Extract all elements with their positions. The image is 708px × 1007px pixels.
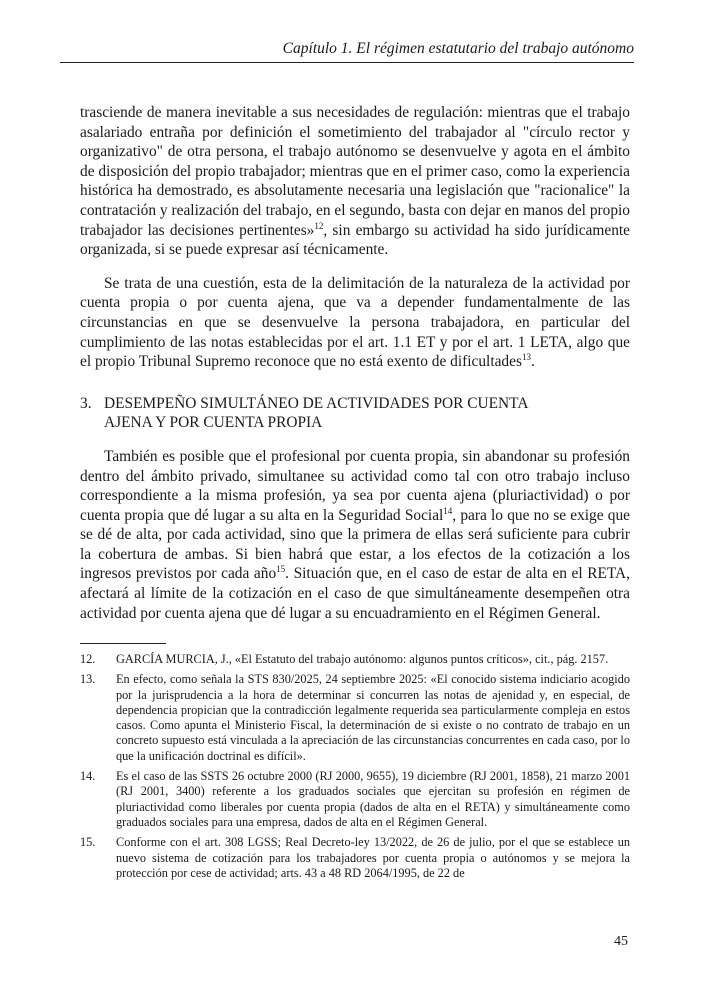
running-header xyxy=(60,40,634,63)
paragraph-3 xyxy=(80,447,630,623)
footnote xyxy=(80,835,630,881)
footnote xyxy=(80,652,630,667)
section-heading xyxy=(80,394,630,433)
footnote-number: 13. xyxy=(80,672,96,687)
footnote-number: 15. xyxy=(80,835,96,850)
paragraph-2 xyxy=(80,274,630,372)
footnote-ref[interactable]: 14 xyxy=(443,505,453,516)
paragraph-text: trasciende de manera inevitable a sus necesidades de regulación: mientras que el trabajo asalariado entraña por definición el sometimiento del trabajador al "círculo rector y organizativo" de otra persona, el trabajo autónomo se desenvuelve y agota en el ámbito de disposición del propio trabajador; mientras que en el primer caso, como la experiencia histórica ha demostrado, es absolutamente necesaria una legislación que "racionalice" la contratación y realización del trabajo, en el segundo, basta con dejar en manos del propio trabajador las decisiones pertinentes» xyxy=(80,104,630,239)
paragraph-text: , para lo que no se exige que se dé de alta, por cada actividad, sino que la primera de ellas será suficiente para cubrir la cobertura de ambas. Si bien habrá que estar, a los efectos de la cotización a los ingresos previstos por cada año xyxy=(80,506,630,583)
footnote-ref[interactable]: 12 xyxy=(314,220,324,231)
footnote-text: Es el caso de las SSTS 26 octubre 2000 (RJ 2000, 9655), 19 diciembre (RJ 2001, 1858), 21 marzo 2001 (RJ 2001, 3400) referente a los graduados sociales que ejercitan su profesión en régimen de pluriactividad como liberales por cuenta propia (dados de alta en el RETA) y simultáneamente como graduados sociales para una empresa, dados de alta en el Régimen General. xyxy=(116,769,630,829)
paragraph-1 xyxy=(80,103,630,260)
footnote-separator xyxy=(80,643,166,644)
page-number: 45 xyxy=(614,934,628,949)
paragraph-text: También es posible que el profesional por cuenta propia, sin abandonar su profesión dentro del ámbito privado, simultanee su actividad como tal con otro trabajo incluso correspondiente a la misma profesión, ya sea por cuenta ajena (pluriactividad) o por cuenta propia que dé lugar a su alta en la Seguridad Social xyxy=(80,447,630,524)
paragraph-text: . xyxy=(530,353,535,371)
running-title: Capítulo 1. El régimen estatutario del trabajo autónomo xyxy=(282,40,634,57)
paragraph-text: . Situación que, en el caso de estar de alta en el RETA, afectará al límite de la cotización en el caso de que simultáneamente desempeñen otra actividad por cuenta ajena que dé lugar a su encuadramiento en el Régimen General. xyxy=(80,565,630,622)
section-number: 3. xyxy=(80,394,92,412)
footnotes xyxy=(80,652,630,886)
paragraph-text: Se trata de una cuestión, esta de la delimitación de la naturaleza de la actividad por cuenta propia o por cuenta ajena, que va a depender fundamentalmente de las circunstancias en que se desenvuelve la persona trabajadora, en particular del cumplimiento de las notas establecidas por el art. 1.1 ET y por el art. 1 LETA, algo que el propio Tribunal Supremo reconoce que no está exento de dificultades xyxy=(80,274,630,371)
footnote-ref[interactable]: 15 xyxy=(276,564,286,575)
footnote-text: GARCÍA MURCIA, J., «El Estatuto del trabajo autónomo: algunos puntos críticos», cit., pág. 2157. xyxy=(116,652,609,666)
footnote-text: En efecto, como señala la STS 830/2025, 24 septiembre 2025: «El conocido sistema indiciario acogido por la jurisprudencia a la hora de determinar si concurren las notas de ajenidad y, en especial, de dependencia propician que la contradicción legalmente requerida sea particularmente compleja en estos casos. Como apunta el Ministerio Fiscal, la determinación de si existe o no contrato de trabajo en un concreto supuesto está vinculada a la apreciación de las circunstancias concurrentes en cada caso, por lo que la unificación doctrinal es difícil». xyxy=(116,672,630,763)
footnote-number: 12. xyxy=(80,652,96,666)
main-text xyxy=(80,103,630,637)
paragraph-text: , sin embargo su actividad ha sido jurídicamente organizada, si se puede expresar así técnicamente. xyxy=(80,221,630,259)
section-title-line-2: AJENA Y POR CUENTA PROPIA xyxy=(104,414,323,432)
footnote-number: 14. xyxy=(80,769,96,784)
footnote xyxy=(80,672,630,764)
footnote-text: Conforme con el art. 308 LGSS; Real Decreto-ley 13/2022, de 26 de julio, por el que se establece un nuevo sistema de cotización para los trabajadores por cuenta propia o autónomos y se mejora la protección por cese de actividad; arts. 43 a 48 RD 2064/1995, de 22 de xyxy=(116,835,630,880)
footnote xyxy=(80,769,630,830)
section-title-line-1: DESEMPEÑO SIMULTÁNEO DE ACTIVIDADES POR CUENTA xyxy=(104,394,529,412)
footnote-ref[interactable]: 13 xyxy=(521,352,531,362)
